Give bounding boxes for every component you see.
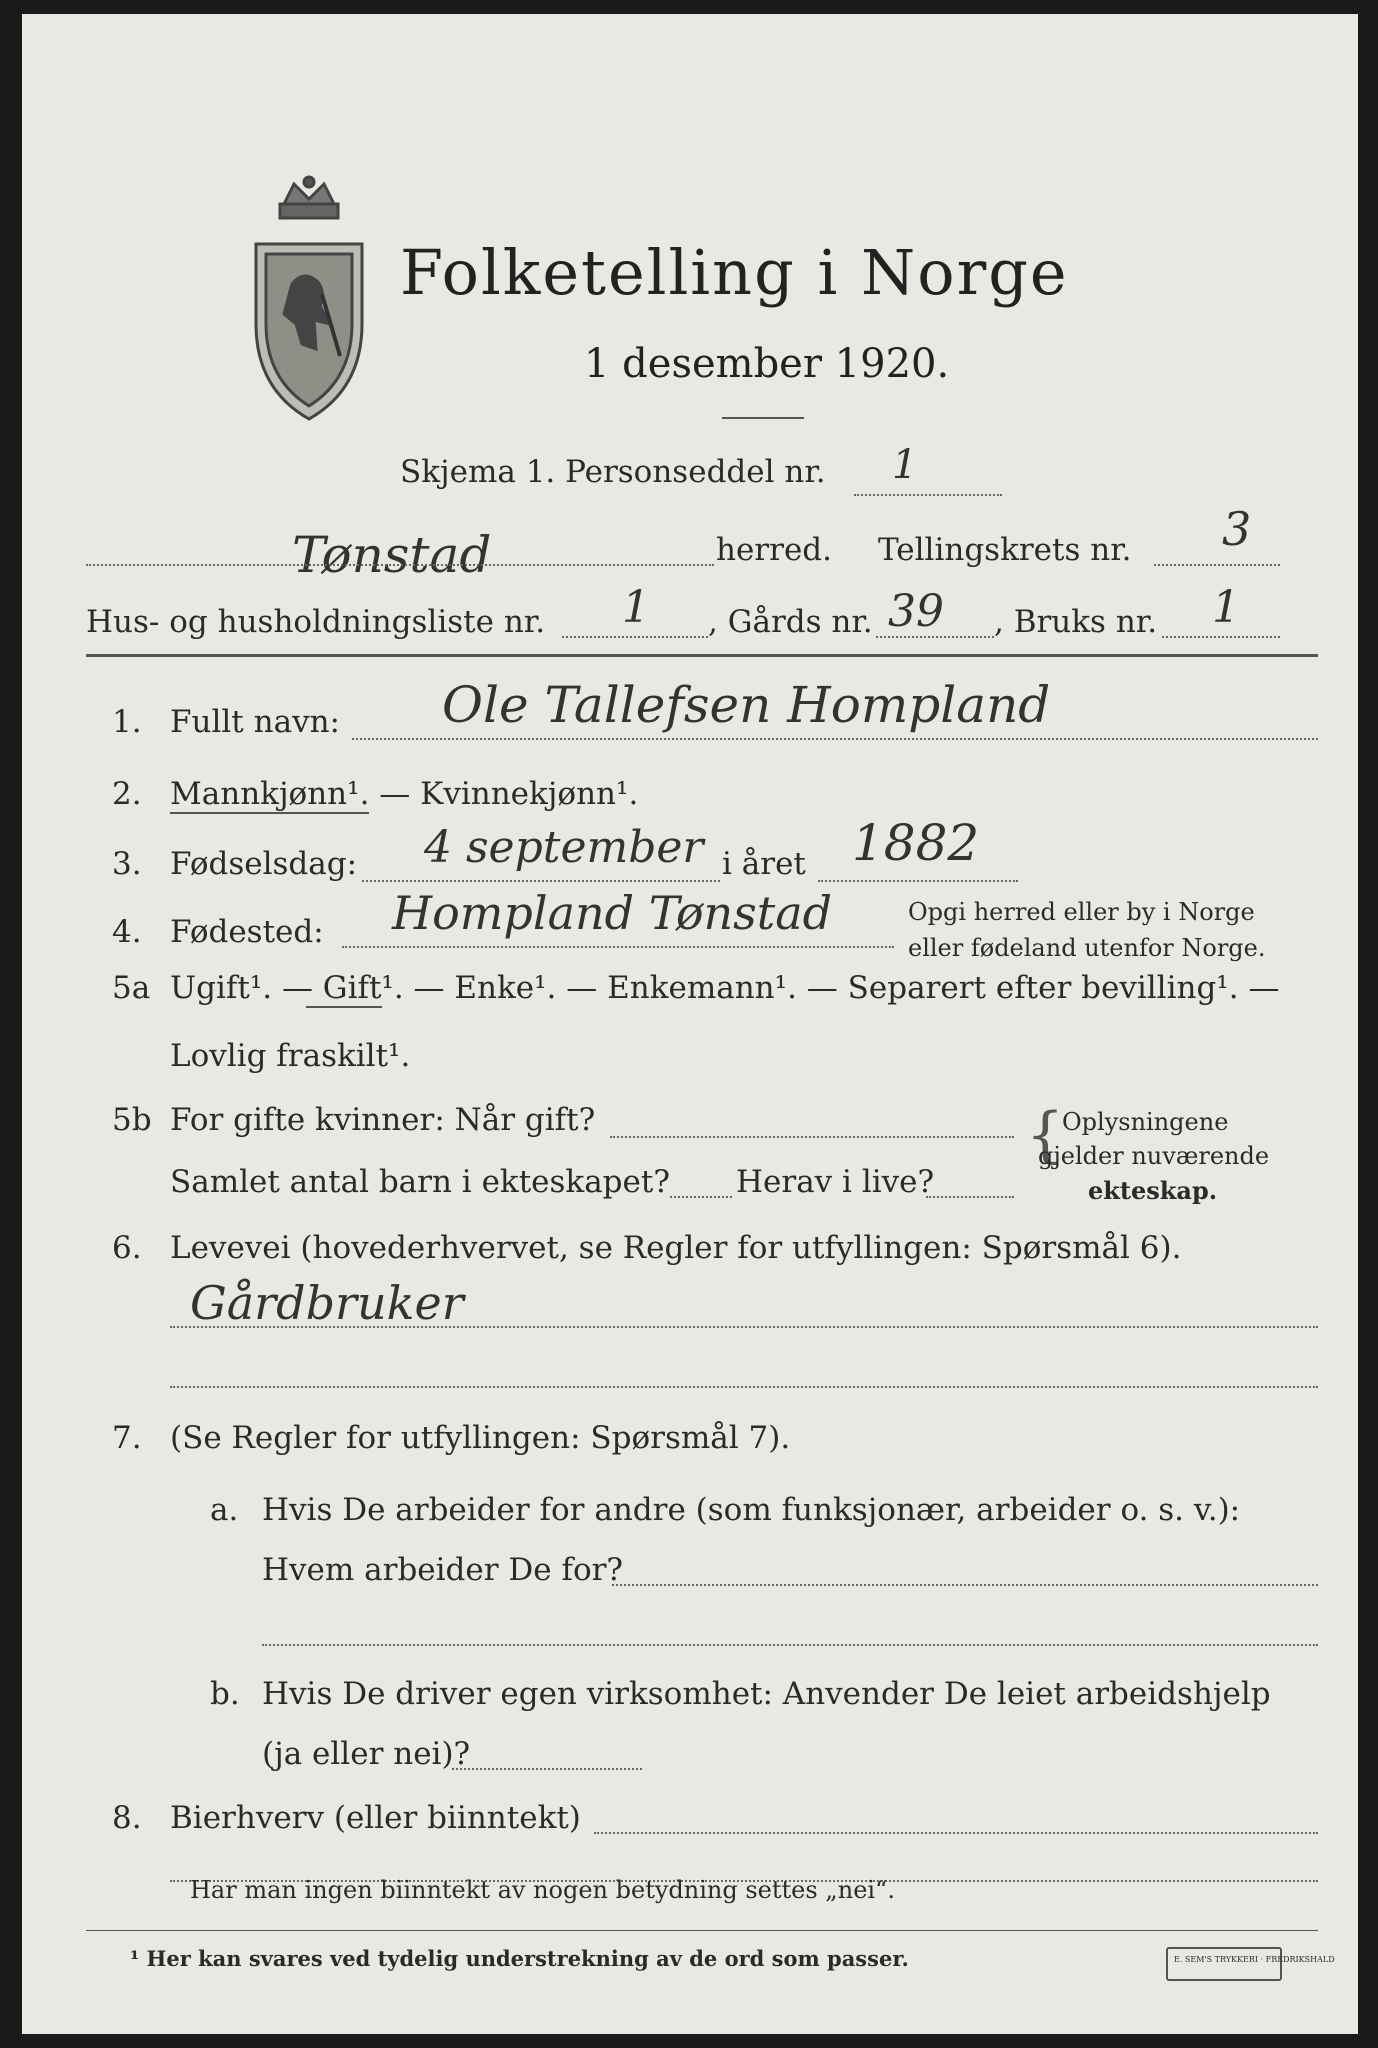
q6-number: 6. [112,1230,142,1266]
q7-label: (Se Regler for utfyllingen: Spørsmål 7). [170,1420,791,1456]
q8-label: Bierhverv (eller biinntekt) [170,1800,581,1836]
printer-stamp [1166,1947,1335,1981]
birthplace-note-2: eller fødeland utenfor Norge. [908,934,1266,962]
title-divider [722,417,804,419]
birthplace-note-1: Opgi herred eller by i Norge [908,898,1255,926]
q7b-number: b. [210,1676,240,1712]
q8-number: 8. [112,1800,142,1836]
q5b-married-when: For gifte kvinner: Når gift? [170,1102,596,1138]
birthday-value: 4 september [424,822,704,873]
q3-label: Fødselsdag: [170,846,358,882]
gender-separator: — [369,776,421,812]
employer-line-1 [612,1584,1318,1586]
gift-underline [306,1006,382,1008]
marriage-note-1: Oplysningene [1062,1108,1229,1136]
occupation-line-2 [170,1386,1318,1388]
marriage-note-2: gjelder nuværende [1038,1142,1270,1170]
q7a-who: Hvem arbeider De for? [262,1552,624,1588]
norwegian-coat-of-arms-icon [244,174,374,424]
birthplace-value: Hompland Tønstad [392,886,833,940]
year-value: 1882 [852,814,980,872]
census-date: 1 desember 1920. [584,341,950,387]
bruks-label: , Bruks nr. [994,604,1158,640]
form-title: Folketelling i Norge [400,236,1069,309]
q4-label: Fødested: [170,914,324,950]
employer-line-2 [262,1644,1318,1646]
marriage-note-3: ekteskap. [1088,1176,1218,1205]
bruks-value: 1 [1212,582,1240,633]
marital-status-options: Ugift¹. — Gift¹. — Enke¹. — Enkemann¹. — Separert efter bevilling¹. — [170,970,1280,1006]
q1-line [352,738,1318,740]
year-line [818,880,1018,882]
q5b-children-alive: Herav i live? [736,1164,935,1200]
census-form [22,14,1358,2034]
marriage-brace: { [1026,1100,1065,1170]
personseddel-line [854,494,1002,496]
herred-value: Tønstad [292,526,492,584]
q7a-number: a. [210,1492,239,1528]
year-label: i året [722,846,806,882]
gards-value: 39 [888,586,944,637]
husholdningsliste-value: 1 [622,582,650,633]
male-option: Mannkjønn¹. [170,776,370,812]
q4-number: 4. [112,914,142,950]
children-total-line [670,1196,732,1198]
q5a-number: 5a [112,970,151,1006]
q5b-number: 5b [112,1102,152,1138]
full-name-value: Ole Tallefsen Hompland [442,676,1051,734]
married-when-line [610,1136,1014,1138]
hired-help-line [452,1768,642,1770]
q1-number: 1. [112,704,142,740]
herred-label: herred. [716,532,832,568]
header-separator [86,654,1318,657]
birthday-line [362,880,720,882]
personseddel-number: 1 [892,442,918,488]
q7-number: 7. [112,1420,142,1456]
printer-stamp-text: E. SEM'S TRYKKERI · FREDRIKSHALD [1174,1955,1335,1964]
q7a-question: Hvis De arbeider for andre (som funksjonær, arbeider o. s. v.): [262,1492,1241,1528]
tellingskrets-line [1154,564,1280,566]
female-option: Kvinnekjønn¹. [420,776,639,812]
side-income-note: Har man ingen biinntekt av nogen betydning settes „nei“. [190,1876,895,1904]
marital-status-options-2: Lovlig fraskilt¹. [170,1038,411,1074]
footnote: ¹ Her kan svares ved tydelig understrekning av de ord som passer. [130,1946,909,1971]
herred-line [86,564,714,566]
q5b-children-total: Samlet antal barn i ekteskapet? [170,1164,670,1200]
q6-label: Levevei (hovederhvervet, se Regler for utfyllingen: Spørsmål 6). [170,1230,1182,1266]
bruks-line [1162,636,1280,638]
side-income-line-1 [594,1832,1318,1834]
children-alive-line [926,1196,1014,1198]
tellingskrets-label: Tellingskrets nr. [878,532,1132,568]
footer-separator [86,1930,1318,1931]
occupation-value: Gårdbruker [190,1276,464,1330]
q2-number: 2. [112,776,142,812]
q7b-yes-no: (ja eller nei)? [262,1736,471,1772]
q7b-question: Hvis De driver egen virksomhet: Anvender De leiet arbeidshjelp [262,1676,1271,1712]
husholdningsliste-line [562,636,708,638]
husholdningsliste-label: Hus- og husholdningsliste nr. [86,604,546,640]
q3-number: 3. [112,846,142,882]
gards-label: , Gårds nr. [708,604,873,640]
tellingskrets-value: 3 [1222,502,1252,556]
birthplace-line [342,946,894,948]
schema-label: Skjema 1. Personseddel nr. [400,454,826,490]
occupation-line-1 [170,1326,1318,1328]
q2-gender [170,776,638,812]
q1-label: Fullt navn: [170,704,340,740]
